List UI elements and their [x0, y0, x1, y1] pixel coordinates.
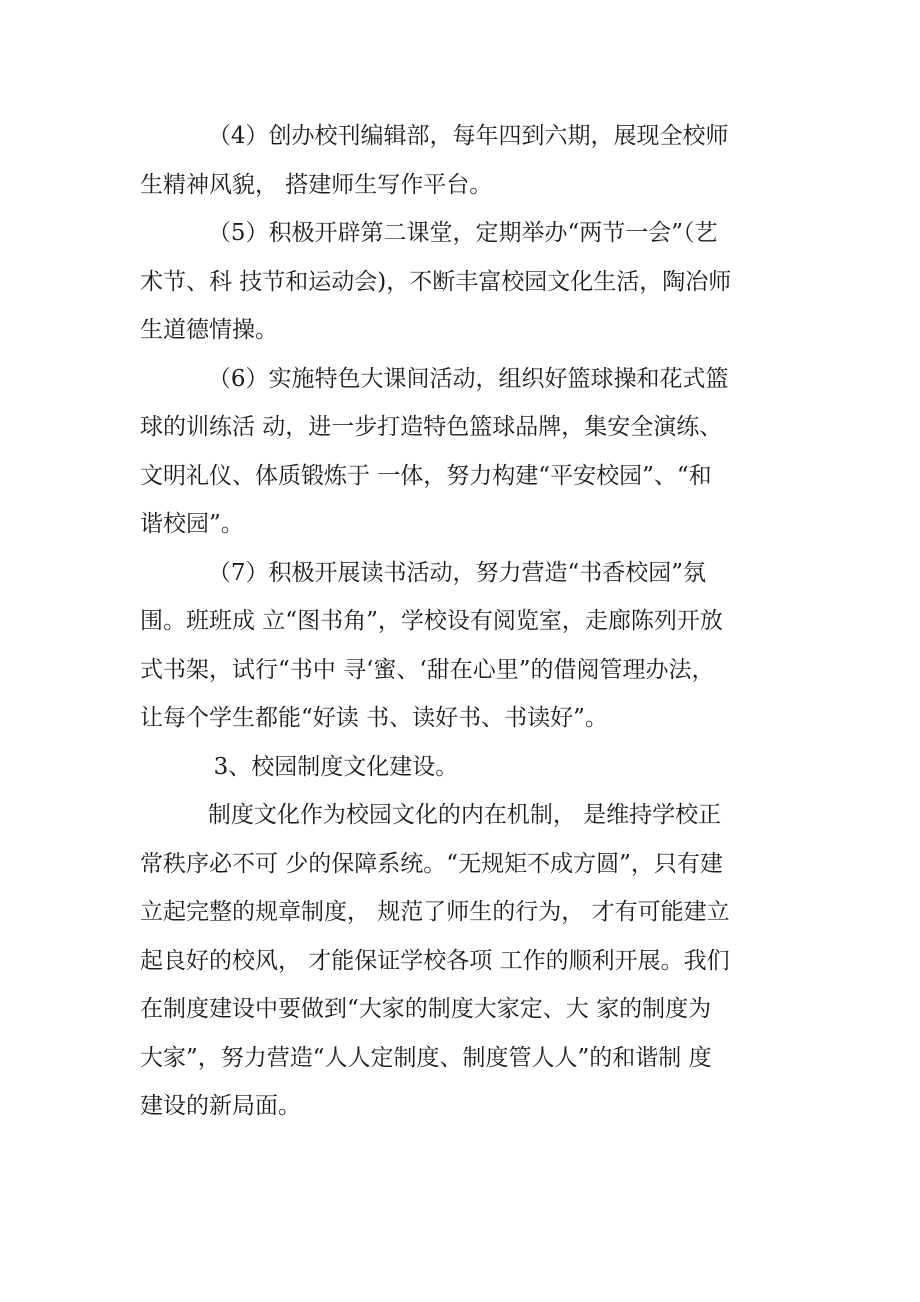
- text-line: （5）积极开辟第二课堂，定期举办“两节一会”（艺: [207, 220, 718, 246]
- text-line: （7）积极开展读书活动，努力营造“书香校园”氛: [207, 559, 706, 586]
- text-line: 生道德情操。: [140, 317, 278, 343]
- paragraph-item-5: [140, 209, 790, 355]
- text-line: 立起完整的规章制度， 规范了师生的行为， 才有可能建立: [140, 899, 730, 925]
- text-line: 围。班班成 立“图书角”，学校设有阅览室，走廊陈列开放: [140, 608, 723, 634]
- document-body: [140, 112, 790, 1131]
- paragraph-item-4: [140, 112, 790, 209]
- section-heading-3: [140, 743, 790, 792]
- text-line: 球的训练活 动，进一步打造特色篮球品牌，集安全演练、: [140, 414, 723, 440]
- paragraph-item-6: [140, 355, 790, 549]
- text-line: 建设的新局面。: [140, 1093, 301, 1119]
- text-line: 谐校园”。: [140, 511, 244, 537]
- text-line: 大家”，努力营造“人人定制度、制度管人人”的和谐制 度: [140, 1044, 712, 1071]
- text-line: （6）实施特色大课间活动，组织好篮球操和花式篮: [207, 365, 729, 392]
- text-line: 常秩序必不可 少的保障系统。“无规矩不成方圆”，只有建: [140, 850, 723, 877]
- text-line: 生精神风貌， 搭建师生写作平台。: [140, 171, 493, 198]
- text-line: 制度文化作为校园文化的内在机制， 是维持学校正: [207, 802, 722, 828]
- paragraph-item-7: [140, 549, 790, 743]
- text-line: 起良好的校风， 才能保证学校各项 工作的顺利开展。我们: [140, 947, 730, 974]
- text-line: 术节、科 技节和运动会)，不断丰富校园文化生活，陶冶师: [140, 268, 732, 295]
- paragraph-section-3-body: [140, 791, 790, 1131]
- text-line: 文明礼仪、体质锻炼于 一体，努力构建“平安校园”、“和: [140, 462, 712, 489]
- text-line: （4）创办校刊编辑部，每年四到六期，展现全校师: [207, 123, 729, 149]
- text-line: 式书架，试行“书中 寻‘蜜、‘甜在心里”的借阅管理办法，: [140, 656, 715, 683]
- heading-text: 3、校园制度文化建设。: [213, 753, 459, 780]
- text-line: 在制度建设中要做到“大家的制度大家定、大 家的制度为: [140, 996, 712, 1022]
- text-line: 让每个学生都能“好读 书、读好书、书读好”。: [140, 705, 608, 731]
